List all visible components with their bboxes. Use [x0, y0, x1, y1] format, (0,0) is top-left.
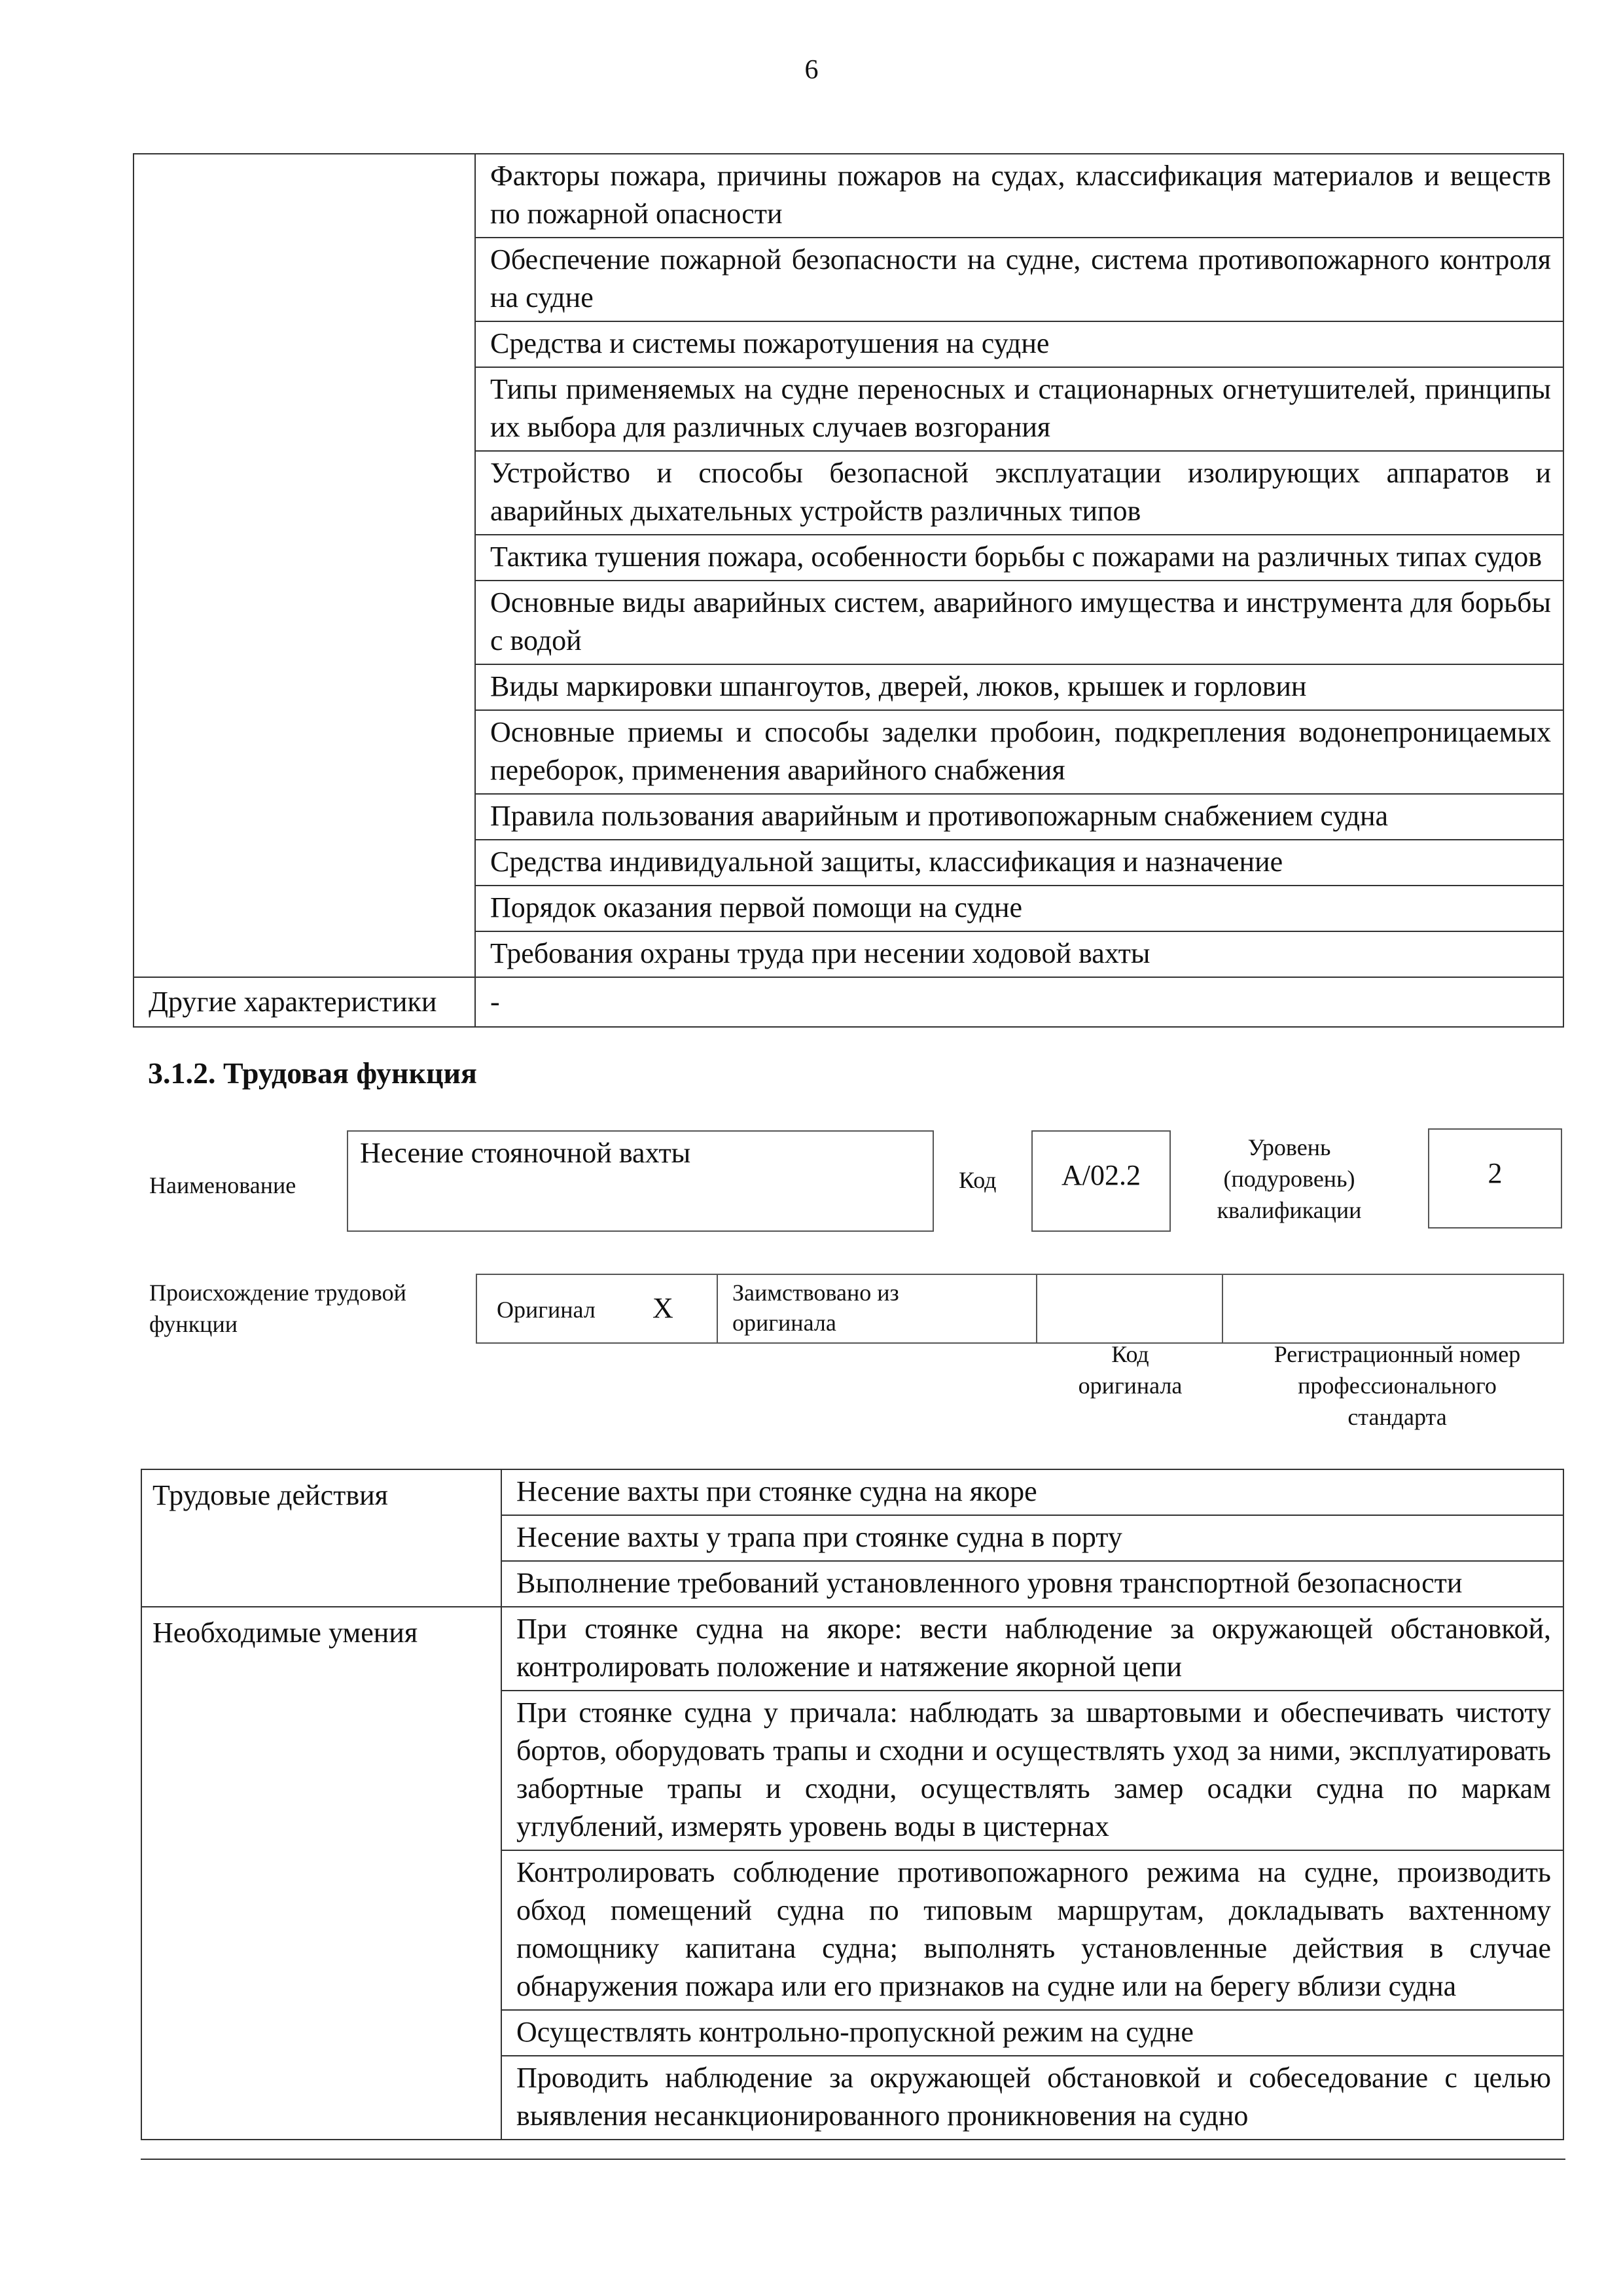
- level-label-3: квалификации: [1217, 1197, 1362, 1223]
- knowledge-item: Обеспечение пожарной безопасности на судне, система противопожарного контроля на судне: [475, 238, 1563, 321]
- skill-item: Проводить наблюдение за окружающей обстановкой и собеседование с целью выявления несанкционированного проникновения на судно: [501, 2056, 1563, 2140]
- other-characteristics-value: -: [475, 977, 1563, 1027]
- borrowed-label-1: Заимствовано из: [732, 1280, 899, 1306]
- table-row: [141, 1607, 1563, 1691]
- knowledge-item: Факторы пожара, причины пожаров на судах, классификация материалов и веществ по пожарной опасности: [475, 154, 1563, 238]
- function-table: [141, 1469, 1564, 2140]
- skill-item: Контролировать соблюдение противопожарного режима на судне, производить обход помещений судна по типовым маршрутам, докладывать вахтенному помощнику капитана судна; выполнять установленные действия в случае обнаружения пожара или его признаков на судне или на берегу вблизи судна: [501, 1850, 1563, 2010]
- table-bottom-border: [141, 2159, 1565, 2160]
- knowledge-item: Средства индивидуальной защиты, классификация и назначение: [475, 840, 1563, 886]
- skill-item: При стоянке судна у причала: наблюдать за швартовыми и обеспечивать чистоту бортов, оборудовать трапы и сходни и осуществлять уход за ними, эксплуатировать забортные трапы и сходни, осуществлять замер осадки судна по маркам углублений, измерять уровень воды в цистернах: [501, 1691, 1563, 1850]
- knowledge-item: Основные виды аварийных систем, аварийного имущества и инструмента для борьбы с водой: [475, 581, 1563, 664]
- origin-label-1: Происхождение трудовой: [149, 1280, 406, 1306]
- original-code-caption-1: Код: [1111, 1341, 1149, 1367]
- origin-separator: [1036, 1275, 1037, 1342]
- table-row: [141, 1469, 1563, 1515]
- knowledge-item: Виды маркировки шпангоутов, дверей, люков, крышек и горловин: [475, 664, 1563, 710]
- level-label-2: (подуровень): [1223, 1166, 1355, 1192]
- knowledge-label-cell: [134, 154, 475, 977]
- knowledge-item: Устройство и способы безопасной эксплуатации изолирующих аппаратов и аварийных дыхательных устройств различных типов: [475, 451, 1563, 535]
- other-characteristics-label: Другие характеристики: [134, 977, 475, 1027]
- skill-item: При стоянке судна на якоре: вести наблюдение за окружающей обстановкой, контролировать положение и натяжение якорной цепи: [501, 1607, 1563, 1691]
- section-heading: 3.1.2. Трудовая функция: [148, 1056, 477, 1090]
- knowledge-item: Требования охраны труда при несении ходовой вахты: [475, 931, 1563, 977]
- page-number: 6: [804, 55, 819, 85]
- skills-label: Необходимые умения: [141, 1607, 501, 2140]
- origin-separator: [1222, 1275, 1223, 1342]
- level-box: [1428, 1128, 1562, 1229]
- reg-caption-1: Регистрационный номер: [1274, 1341, 1521, 1367]
- knowledge-item: Порядок оказания первой помощи на судне: [475, 886, 1563, 931]
- action-item: Выполнение требований установленного уровня транспортной безопасности: [501, 1561, 1563, 1607]
- original-code-caption-2: оригинала: [1078, 1372, 1183, 1399]
- reg-caption-2: профессионального: [1298, 1372, 1497, 1399]
- origin-label-2: функции: [149, 1311, 238, 1337]
- knowledge-item: Основные приемы и способы заделки пробоин, подкрепления водонепроницаемых переборок, применения аварийного снабжения: [475, 710, 1563, 794]
- level-label-1: Уровень: [1247, 1134, 1331, 1160]
- action-item: Несение вахты у трапа при стоянке судна в порту: [501, 1515, 1563, 1561]
- original-label: Оригинал: [497, 1297, 596, 1323]
- code-value: A/02.2: [1061, 1159, 1141, 1191]
- knowledge-item: Средства и системы пожаротушения на судне: [475, 321, 1563, 367]
- origin-row: [476, 1274, 1564, 1344]
- knowledge-item: Тактика тушения пожара, особенности борьбы с пожарами на различных типах судов: [475, 535, 1563, 581]
- table-row: [134, 977, 1563, 1027]
- code-label: Код: [959, 1167, 997, 1193]
- knowledge-item: Правила пользования аварийным и противопожарным снабжением судна: [475, 794, 1563, 840]
- name-box: [347, 1130, 934, 1232]
- code-box: [1031, 1130, 1171, 1232]
- knowledge-item: Типы применяемых на судне переносных и стационарных огнетушителей, принципы их выбора для различных случаев возгорания: [475, 367, 1563, 451]
- borrowed-label-2: оригинала: [732, 1310, 836, 1336]
- action-item: Несение вахты при стоянке судна на якоре: [501, 1469, 1563, 1515]
- name-value: Несение стояночной вахты: [360, 1137, 691, 1169]
- skill-item: Осуществлять контрольно-пропускной режим на судне: [501, 2010, 1563, 2056]
- original-mark: X: [652, 1292, 673, 1324]
- level-value: 2: [1488, 1157, 1503, 1189]
- page-bottom-margin: [0, 2160, 1623, 2296]
- reg-caption-3: стандарта: [1347, 1404, 1447, 1430]
- actions-label: Трудовые действия: [141, 1469, 501, 1607]
- name-label: Наименование: [149, 1172, 296, 1198]
- table-row: [134, 154, 1563, 238]
- origin-separator: [717, 1275, 718, 1342]
- knowledge-table: [133, 153, 1564, 1028]
